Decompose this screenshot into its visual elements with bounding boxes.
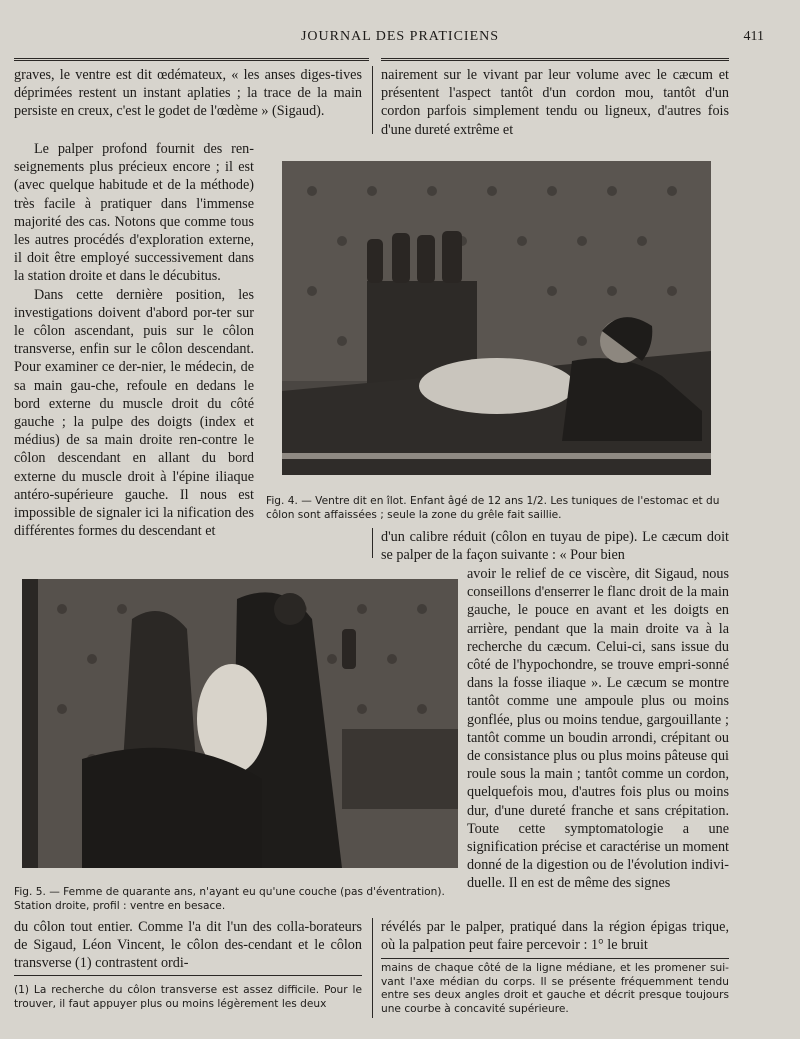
figure-4-text: Ventre dit en îlot. Enfant âgé de 12 ans 1/2. Les tuniques de l'estomac et du côlon sont affaissées ; seule la zone du grêle fait saillie. — [266, 495, 720, 521]
right-column-mid-text-a — [381, 528, 729, 564]
footnote-rule-right — [381, 958, 729, 959]
paragraph-caecum: avoir le relief de ce viscère, dit Sigaud, nous conseillons d'enserrer le flanc droit de la main gauche, le pouce en avant et les doigts en arrière, pendant que la main droite va à la recherche du cæcum. Celui-ci, sans issue du côté de l'hypochondre, se trouve empri-sonné dans la fosse iliaque ». Le cæcum se montre tantôt comme une ampoule plus ou moins gonflée, plus ou moins tendue, gargouillante ; tantôt comme un boudin arrondi, crépitant ou de consistance plus ou plus moins pâteuse qui roule sous la main ; tantôt comme un cordon, quelquefois mou, d'autres fois plus ou moins dur, d'une dureté franche et sans crépitation. Toute cette symptomatologie a une signification précise et caractérise un moment donné de la digestion ou de l'évolution indivi-duelle. Il en est de même des signes — [467, 566, 729, 892]
figure-5-label: Fig. 5. — — [14, 886, 60, 898]
column-divider-bottom — [372, 918, 373, 1018]
paragraph-palper-profond: Le palper profond fournit des ren-seignements plus précieux encore ; il est (avec quelque habitude et de la méthode) très facile à pratiquer dans l'immense majorité des cas. Notons que comme tous les autres procédés d'exploration externe, il doit être employé successivement dans la station droite et dans le décubitus. — [14, 141, 254, 285]
left-column-top-text — [14, 66, 362, 121]
left-column-narrow-text — [14, 140, 254, 540]
figure-4-photo — [282, 161, 711, 475]
figure-5-photo — [22, 579, 458, 868]
footnote-right: mains de chaque côté de la ligne médiane, et les promener sui-vant l'axe médian du corps. Il se présente fréquemment tendu entre ses deux angles droit et gauche et décrit presque toujours une courbe à concavité supérieure. — [381, 962, 729, 1015]
footnote-rule-left — [14, 975, 362, 976]
figure-5-image — [22, 579, 458, 868]
right-column-top-text — [381, 66, 729, 139]
paragraph-calibre: d'un calibre réduit (côlon en tuyau de pipe). Le cæcum doit se palper de la façon suivante : « Pour bien — [381, 529, 729, 564]
header-rule-right — [381, 58, 729, 59]
right-column-bottom-text — [381, 918, 729, 954]
page-number: 411 — [743, 29, 764, 44]
left-column-bottom-text — [14, 918, 362, 973]
running-head: JOURNAL DES PRATICIENS — [300, 29, 500, 44]
figure-5-text: Femme de quarante ans, n'ayant eu qu'une couche (pas d'éventration). Station droite, profil : ventre en besace. — [14, 886, 445, 912]
column-divider-top — [372, 66, 373, 134]
footnote-left: (1) La recherche du côlon transverse est assez difficile. Pour le trouver, il faut appuyer plus ou moins légèrement les deux — [14, 984, 362, 1010]
column-divider-mid — [372, 528, 373, 558]
paragraph-right-top: nairement sur le vivant par leur volume avec le cæcum et présentent l'aspect tantôt d'un cordon mou, tantôt d'un cordon parfois simplement tendu ou ligneux, d'autres fois d'une dureté extrême et — [381, 67, 729, 138]
paragraph-colon-entier: du côlon tout entier. Comme l'a dit l'un des colla-borateurs de Sigaud, Léon Vincent, le côlon des-cendant et le côlon transverse (1) contrastent ordi- — [14, 919, 362, 972]
figure-5-caption — [14, 886, 459, 913]
figure-4-label: Fig. 4. — — [266, 495, 312, 507]
paragraph-decubitus: Dans cette dernière position, les investigations doivent d'abord por-ter sur le côlon ascendant, puis sur le côlon transverse, enfin sur le côlon descendant. Pour examiner ce der-nier, le médecin, de sa main gau-che, refoule en dedans le bord externe du muscle droit du côté gauche ; la pulpe des doigts (index et médius) de sa main droite ren-contre le côlon descendant en allant du bord externe du muscle droit à l'épine iliaque antéro-supérieure gauche. Il nous est impossible de signaler ici la nification des différentes formes du descendant et — [14, 286, 254, 540]
figure-4-caption — [266, 495, 728, 522]
header-rule-left — [14, 58, 369, 59]
header-rule-right-2 — [381, 60, 729, 61]
header-rule-left-2 — [14, 60, 369, 61]
figure-4-image — [282, 161, 711, 475]
paragraph-revele: révélés par le palper, pratiqué dans la région épigas trique, où la palpation peut faire percevoir : 1° le bruit — [381, 919, 729, 954]
paragraph-oedeme: graves, le ventre est dit œdémateux, « les anses diges-tives déprimées restent un instant aplaties ; la trace de la main persiste en creux, c'est le godet de l'œdème » (Sigaud). — [14, 67, 362, 120]
right-column-mid-text-b — [467, 565, 729, 893]
